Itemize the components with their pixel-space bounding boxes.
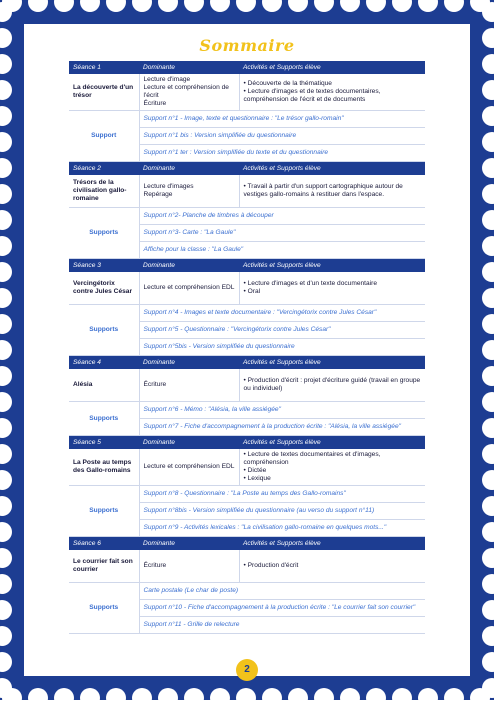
stamp-scallop xyxy=(482,366,494,386)
stamp-scallop xyxy=(482,288,494,308)
activity-line: • Dictée xyxy=(243,467,267,474)
support-item: Support n°6 - Mémo : "Alésia, la ville assiégée" xyxy=(139,402,425,419)
stamp-scallop xyxy=(210,688,230,708)
stamp-scallop xyxy=(482,132,494,152)
stamp-scallop xyxy=(132,688,152,708)
activity-line: • Lexique xyxy=(243,475,271,482)
stamp-scallop xyxy=(340,688,360,708)
session-topic: La découverte d'un trésor xyxy=(69,74,139,111)
stamp-scallop xyxy=(0,392,12,412)
activity-line: • Production d'écrit xyxy=(243,562,299,569)
support-item: Support n°1 ter : Version simplifiée du texte et du questionnaire xyxy=(139,145,425,162)
activity-line: • Découverte de la thématique xyxy=(243,80,332,87)
stamp-scallop xyxy=(482,522,494,542)
stamp-scallop xyxy=(392,0,412,12)
dominante-line: Écriture xyxy=(143,381,167,388)
stamp-scallop xyxy=(0,158,12,178)
stamp-scallop xyxy=(366,0,386,12)
support-row xyxy=(69,486,425,503)
session-header-cell: Activités et Supports élève xyxy=(239,162,425,176)
session-main-row xyxy=(69,74,425,111)
support-row xyxy=(69,208,425,225)
stamp-scallop xyxy=(158,688,178,708)
dominante-line: Lecture et compréhension de l'écrit xyxy=(143,84,229,99)
support-item: Support n°11 - Grille de relecture xyxy=(139,617,425,634)
stamp-scallop xyxy=(0,548,12,568)
page-number: 2 xyxy=(236,659,258,681)
stamp-scallop xyxy=(0,80,12,100)
support-label: Supports xyxy=(69,305,139,356)
activity-line: • Travail à partir d'un support cartographique autour de vestiges gallo-romains à restituer dans l'espace. xyxy=(243,183,403,198)
support-label: Supports xyxy=(69,402,139,436)
stamp-scallop xyxy=(106,0,126,12)
stamp-scallop xyxy=(0,132,12,152)
session-activities xyxy=(239,369,425,402)
session-activities xyxy=(239,175,425,208)
session-topic: Le courrier fait son courrier xyxy=(69,550,139,583)
stamp-scallop xyxy=(482,496,494,516)
session-main-row xyxy=(69,449,425,486)
stamp-scallop xyxy=(482,418,494,438)
session-dominante xyxy=(139,74,239,111)
stamp-scallop xyxy=(482,392,494,412)
stamp-scallop xyxy=(482,626,494,646)
stamp-scallop xyxy=(0,340,12,360)
session-header-cell: Séance 6 xyxy=(69,537,139,551)
stamp-scallop xyxy=(210,0,230,12)
session-header-cell: Activités et Supports élève xyxy=(239,436,425,450)
dominante-line: Lecture et compréhension EDL xyxy=(143,284,235,291)
session-activities xyxy=(239,74,425,111)
dominante-line: Lecture et compréhension EDL xyxy=(143,463,235,470)
stamp-scallop xyxy=(0,288,12,308)
stamp-scallop xyxy=(392,688,412,708)
dominante-line: Écriture xyxy=(143,100,167,107)
stamp-scallop xyxy=(158,0,178,12)
session-header-cell: Activités et Supports élève xyxy=(239,259,425,273)
stamp-scallop xyxy=(0,184,12,204)
session-header-cell: Séance 5 xyxy=(69,436,139,450)
stamp-scallop xyxy=(106,688,126,708)
session-dominante xyxy=(139,449,239,486)
session-header-cell: Séance 4 xyxy=(69,356,139,370)
session-topic: Trésors de la civilisation gallo-romaine xyxy=(69,175,139,208)
session-activities xyxy=(239,449,425,486)
stamp-scallop xyxy=(0,262,12,282)
activity-line: • Lecture de textes documentaires et d'images, compréhension xyxy=(243,451,381,466)
stamp-scallop xyxy=(184,0,204,12)
stamp-scallop xyxy=(482,2,494,22)
stamp-scallop xyxy=(262,0,282,12)
support-row xyxy=(69,111,425,128)
stamp-scallop xyxy=(444,688,464,708)
stamp-scallop xyxy=(80,688,100,708)
support-item: Support n°3- Carte : "La Gaule" xyxy=(139,225,425,242)
stamp-scallop xyxy=(0,600,12,620)
stamp-scallop xyxy=(0,54,12,74)
session-main-row xyxy=(69,272,425,305)
session-header-cell: Dominante xyxy=(139,436,239,450)
support-item: Support n°1 - Image, texte et questionnaire : "Le trésor gallo-romain" xyxy=(139,111,425,128)
stamp-scallop xyxy=(28,0,48,12)
stamp-scallop xyxy=(0,314,12,334)
stamp-scallop xyxy=(0,106,12,126)
session-header-cell: Dominante xyxy=(139,537,239,551)
stamp-scallop xyxy=(482,262,494,282)
session-header-row xyxy=(69,259,425,273)
dominante-line: Repérage xyxy=(143,191,173,198)
stamp-scallop xyxy=(0,522,12,542)
support-label: Supports xyxy=(69,486,139,537)
session-main-row xyxy=(69,550,425,583)
stamp-scallop xyxy=(482,210,494,230)
stamp-scallop xyxy=(482,600,494,620)
support-item: Support n°10 - Fiche d'accompagnement à la production écrite : "Le courrier fait son courrier" xyxy=(139,600,425,617)
support-label: Supports xyxy=(69,208,139,259)
session-header-row xyxy=(69,436,425,450)
session-header-cell: Dominante xyxy=(139,356,239,370)
support-row xyxy=(69,583,425,600)
support-label: Supports xyxy=(69,583,139,634)
support-row xyxy=(69,402,425,419)
stamp-scallop xyxy=(28,688,48,708)
stamp-scallop xyxy=(288,688,308,708)
support-row xyxy=(69,305,425,322)
stamp-scallop xyxy=(444,0,464,12)
support-item: Affiche pour la classe : "La Gaule" xyxy=(139,242,425,259)
stamp-scallop xyxy=(0,418,12,438)
session-header-cell: Activités et Supports élève xyxy=(239,356,425,370)
stamp-scallop xyxy=(314,688,334,708)
activity-line: • Production d'écrit : projet d'écriture guidé (travail en groupe ou individuel) xyxy=(243,377,421,392)
support-label: Support xyxy=(69,111,139,162)
support-item: Support n°8 - Questionnaire : "La Poste au temps des Gallo-romains" xyxy=(139,486,425,503)
session-header-cell: Séance 1 xyxy=(69,61,139,74)
dominante-line: Lecture d'images xyxy=(143,183,194,190)
session-header-row xyxy=(69,162,425,176)
support-item: Support n°4 - Images et texte documentaire : "Vercingétorix contre Jules César" xyxy=(139,305,425,322)
activity-line: • Oral xyxy=(243,288,261,295)
activity-line: • Lecture d'images et d'un texte documentaire xyxy=(243,280,377,287)
session-header-cell: Dominante xyxy=(139,259,239,273)
support-item: Support n°1 bis : Version simplifiée du questionnaire xyxy=(139,128,425,145)
stamp-scallop xyxy=(482,548,494,568)
stamp-scallop xyxy=(0,470,12,490)
stamp-scallop xyxy=(366,688,386,708)
session-header-row xyxy=(69,537,425,551)
session-topic: Alésia xyxy=(69,369,139,402)
stamp-scallop xyxy=(482,652,494,672)
stamp-scallop xyxy=(0,652,12,672)
support-item: Support n°5bis - Version simplifiée du questionnaire xyxy=(139,339,425,356)
support-item: Support n°9 - Activités lexicales : "La civilisation gallo-romaine en quelques mots..." xyxy=(139,520,425,537)
session-header-cell: Séance 2 xyxy=(69,162,139,176)
stamp-scallop xyxy=(0,574,12,594)
support-item: Support n°2- Planche de timbres à découper xyxy=(139,208,425,225)
stamp-scallop xyxy=(54,688,74,708)
stamp-scallop xyxy=(482,106,494,126)
session-dominante xyxy=(139,272,239,305)
session-header-cell: Activités et Supports élève xyxy=(239,61,425,74)
stamp-scallop xyxy=(0,236,12,256)
stamp-scallop xyxy=(288,0,308,12)
dominante-line: Écriture xyxy=(143,562,167,569)
session-header-row xyxy=(69,356,425,370)
stamp-scallop xyxy=(482,184,494,204)
stamp-scallop xyxy=(0,444,12,464)
activity-line: • Lecture d'images et de textes documentaires, compréhension de l'écrit et de documents xyxy=(243,88,381,103)
stamp-scallop xyxy=(418,688,438,708)
stamp-scallop xyxy=(236,0,256,12)
session-header-cell: Activités et Supports élève xyxy=(239,537,425,551)
stamp-scallop xyxy=(262,688,282,708)
session-header-cell: Séance 3 xyxy=(69,259,139,273)
session-activities xyxy=(239,272,425,305)
stamp-scallop xyxy=(482,574,494,594)
session-dominante xyxy=(139,550,239,583)
support-item: Support n°5 - Questionnaire : "Vercingétorix contre Jules César" xyxy=(139,322,425,339)
session-dominante xyxy=(139,369,239,402)
stamp-scallop xyxy=(132,0,152,12)
stamp-scallop xyxy=(482,236,494,256)
summary-table xyxy=(69,61,425,634)
stamp-scallop xyxy=(482,54,494,74)
stamp-scallop xyxy=(0,210,12,230)
session-header-row xyxy=(69,61,425,74)
stamp-scallop xyxy=(0,496,12,516)
session-main-row xyxy=(69,175,425,208)
stamp-scallop xyxy=(314,0,334,12)
stamp-scallop xyxy=(418,0,438,12)
stamp-scallop xyxy=(482,80,494,100)
dominante-line: Lecture d'image xyxy=(143,76,191,83)
session-header-cell: Dominante xyxy=(139,162,239,176)
session-main-row xyxy=(69,369,425,402)
session-header-cell: Dominante xyxy=(139,61,239,74)
support-item: Support n°7 - Fiche d'accompagnement à la production écrite : "Alésia, la ville assiégée" xyxy=(139,419,425,436)
session-dominante xyxy=(139,175,239,208)
stamp-scallop xyxy=(80,0,100,12)
support-item: Carte postale (Le char de poste) xyxy=(139,583,425,600)
session-topic: Vercingétorix contre Jules César xyxy=(69,272,139,305)
session-topic: La Poste au temps des Gallo-romains xyxy=(69,449,139,486)
stamp-scallop xyxy=(54,0,74,12)
stamp-scallop xyxy=(482,314,494,334)
support-item: Support n°8bis - Version simplifiée du questionnaire (au verso du support n°11) xyxy=(139,503,425,520)
stamp-scallop xyxy=(0,366,12,386)
stamp-scallop xyxy=(482,444,494,464)
stamp-scallop xyxy=(482,340,494,360)
stamp-scallop xyxy=(482,470,494,490)
stamp-scallop xyxy=(236,688,256,708)
page-title: Sommaire xyxy=(199,36,295,55)
stamp-scallop xyxy=(482,158,494,178)
stamp-scallop xyxy=(340,0,360,12)
stamp-scallop xyxy=(0,626,12,646)
stamp-scallop xyxy=(184,688,204,708)
session-activities xyxy=(239,550,425,583)
